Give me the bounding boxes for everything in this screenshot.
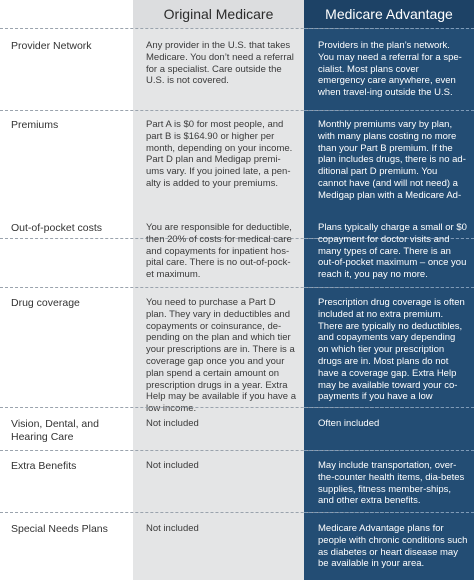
header-original-medicare: Original Medicare bbox=[133, 0, 304, 28]
header-medicare-advantage: Medicare Advantage bbox=[304, 0, 474, 28]
medicare-advantage-cell: Monthly premiums vary by plan, with many plans costing no more than your Part B premium. If the plan includes drugs, there is no ad-ditional part D premium. You cannot have (and will not need) a Medigap plan with a Medicare Ad- bbox=[318, 119, 466, 201]
original-medicare-cell: Not included bbox=[146, 418, 199, 429]
row-vision-dental-hearing bbox=[0, 407, 474, 455]
row-label: Out-of-pocket costs bbox=[11, 222, 103, 234]
original-medicare-cell: Not included bbox=[146, 460, 199, 471]
medicare-advantage-cell: Plans typically charge a small or $0 copayment for doctor visits and many types of care. There is an out-of-pocket maximum – once you reach it, you pay no more. bbox=[318, 222, 467, 281]
original-medicare-cell: You are responsible for deductible, then 20% of costs for medical care and copayments for inpatient hos-pital care. There is no out-of-pock-et maximum. bbox=[146, 222, 292, 281]
medicare-advantage-cell: Medicare Advantage plans for people with chronic conditions such as diabetes or heart disease may be available in your area. bbox=[318, 523, 468, 570]
medicare-advantage-cell: Often included bbox=[318, 418, 380, 429]
original-medicare-cell: Part A is $0 for most people, and part B is $164.90 or higher per month, depending on your income. Part D plan and Medigap premi-ums vary. If you joined late, a pen-alty is added to your premiums. bbox=[146, 119, 293, 189]
medicare-advantage-cell: Prescription drug coverage is often included at no extra premium. There are typically no deductibles, and copayments vary depending on which tier your prescription drugs are in. Most plans do not have a coverage gap. Extra Help may be available toward your co-payments if you have a low bbox=[318, 297, 465, 403]
row-provider-network bbox=[0, 29, 474, 111]
medicare-advantage-cell: May include transportation, over-the-counter health items, dia-betes supplies, fitness member-ships, and other extra benefits. bbox=[318, 460, 465, 507]
row-label: Special Needs Plans bbox=[11, 523, 108, 535]
row-label: Extra Benefits bbox=[11, 460, 77, 472]
original-medicare-cell: You need to purchase a Part D plan. They vary in deductibles and copayments or coinsurance, de-pending on the plan and which tier your prescriptions are in. There is a coverage gap once you and your plan spend a certain amount on prescription drugs in a year. Extra Help may be available if you have a low income. bbox=[146, 297, 296, 415]
row-label: Provider Network bbox=[11, 40, 92, 52]
original-medicare-cell: Any provider in the U.S. that takes Medicare. You don’t need a referral for a specialist. Care outside the U.S. is not covered. bbox=[146, 40, 294, 87]
original-medicare-cell: Not included bbox=[146, 523, 199, 534]
row-drug-coverage bbox=[0, 286, 474, 415]
row-out-of-pocket-costs bbox=[0, 211, 474, 287]
row-special-needs-plans bbox=[0, 512, 474, 580]
row-label: Drug coverage bbox=[11, 297, 80, 309]
table-header bbox=[0, 0, 474, 28]
row-extra-benefits bbox=[0, 449, 474, 512]
row-label: Vision, Dental, and Hearing Care bbox=[11, 418, 99, 443]
row-label: Premiums bbox=[11, 119, 59, 131]
medicare-advantage-cell: Providers in the plan’s network. You may need a referral for a spe-cialist. Most plans cover emergency care anywhere, even when travel-ing outside the U.S. bbox=[318, 40, 462, 99]
